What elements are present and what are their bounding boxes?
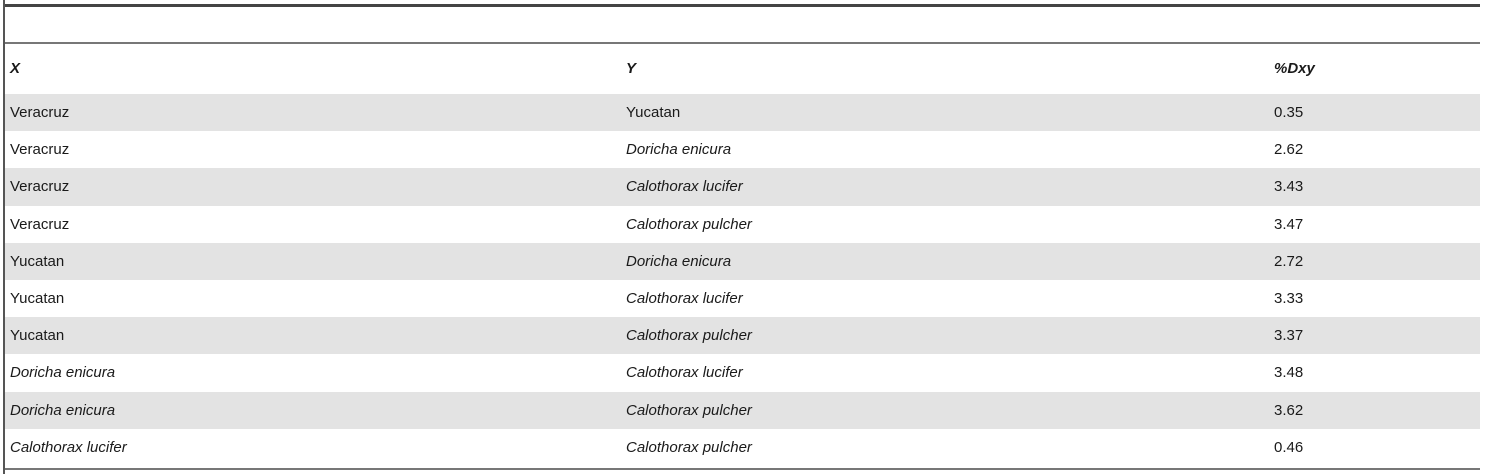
cell-x: Veracruz [10, 141, 70, 159]
table-row [5, 280, 1480, 317]
cell-x: Yucatan [10, 289, 65, 307]
cell-dxy: 3.47 [1274, 215, 1304, 233]
cell-y: Calothorax lucifer [626, 289, 743, 307]
cell-x: Doricha enicura [10, 364, 116, 382]
bottom-rule [5, 468, 1480, 470]
cell-dxy: 3.62 [1274, 401, 1304, 419]
cell-y: Doricha enicura [626, 141, 732, 159]
cell-y: Calothorax pulcher [626, 401, 752, 419]
header-y: Y [626, 60, 637, 77]
cell-dxy: 2.72 [1274, 252, 1304, 270]
cell-y: Calothorax lucifer [626, 178, 743, 196]
cell-x: Calothorax lucifer [10, 438, 127, 456]
table-row [5, 94, 1480, 131]
table-row [5, 243, 1480, 280]
cell-y: Calothorax lucifer [626, 364, 743, 382]
cell-y: Doricha enicura [626, 252, 732, 270]
cell-x: Veracruz [10, 178, 70, 196]
cell-dxy: 0.46 [1274, 438, 1304, 456]
header-rule [5, 42, 1480, 44]
cell-x: Yucatan [10, 252, 65, 270]
table-body [5, 94, 1480, 466]
table-row [5, 392, 1480, 429]
header-x: X [10, 60, 21, 77]
cell-dxy: 2.62 [1274, 141, 1304, 159]
table-row [5, 429, 1480, 466]
table-row [5, 354, 1480, 391]
table-header [5, 50, 1480, 90]
cell-dxy: 3.48 [1274, 364, 1304, 382]
top-rule [5, 4, 1480, 7]
cell-x: Veracruz [10, 104, 70, 121]
cell-y: Yucatan [626, 104, 681, 121]
cell-dxy: 0.35 [1274, 104, 1304, 121]
table-row [5, 317, 1480, 354]
cell-dxy: 3.33 [1274, 289, 1304, 307]
cell-y: Calothorax pulcher [626, 215, 752, 233]
cell-x: Doricha enicura [10, 401, 116, 419]
header-dxy: %Dxy [1274, 60, 1315, 77]
cell-dxy: 3.37 [1274, 327, 1304, 345]
cell-dxy: 3.43 [1274, 178, 1304, 196]
cell-x: Yucatan [10, 327, 65, 345]
table-row [5, 206, 1480, 243]
cell-y: Calothorax pulcher [626, 438, 752, 456]
cell-x: Veracruz [10, 215, 70, 233]
table-row [5, 131, 1480, 168]
table-row [5, 168, 1480, 205]
cell-y: Calothorax pulcher [626, 327, 752, 345]
